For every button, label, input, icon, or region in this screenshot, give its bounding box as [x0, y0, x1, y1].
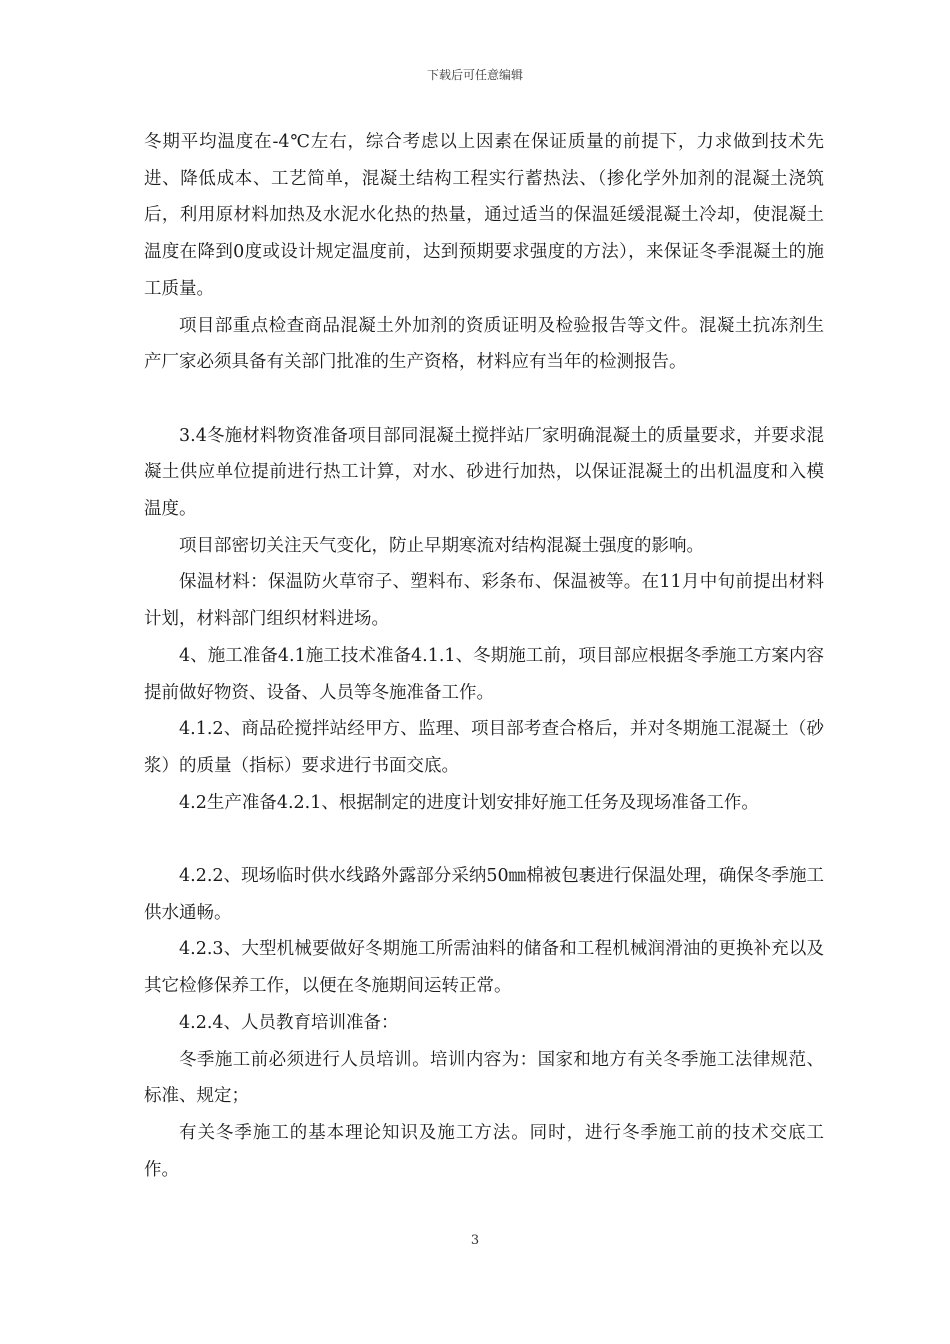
document-body	[144, 124, 824, 1188]
paragraph: 4.2生产准备4.2.1、根据制定的进度计划安排好施工任务及现场准备工作。	[179, 792, 759, 813]
page-header: 下载后可任意编辑	[426, 68, 523, 82]
paragraph: 保温材料：保温防火草帘子、塑料布、彩条布、保温被等。在11月中旬前提出材料计划，材料部门组织材料进场。	[144, 572, 824, 630]
paragraph: 4.2.3、大型机械要做好冬期施工所需油料的储备和工程机械润滑油的更换补充以及其它检修保养工作，以便在冬施期间运转正常。	[144, 939, 824, 997]
paragraph: 冬期平均温度在-4℃左右，综合考虑以上因素在保证质量的前提下，力求做到技术先进、降低成本、工艺简单，混凝土结构工程实行蓄热法、（掺化学外加剂的混凝土浇筑后，利用原材料加热及水泥水化热的热量，通过适当的保温延缓混凝土冷却，使混凝土温度在降到0度或设计规定温度前，达到预期要求强度的方法），来保证冬季混凝土的施工质量。	[144, 132, 824, 299]
page-number: 3	[470, 1233, 480, 1248]
paragraph: 4、施工准备4.1施工技术准备4.1.1、冬期施工前，项目部应根据冬季施工方案内容提前做好物资、设备、人员等冬施准备工作。	[144, 645, 824, 703]
paragraph: 4.1.2、商品砼搅拌站经甲方、监理、项目部考查合格后，并对冬期施工混凝土（砂浆）的质量（指标）要求进行书面交底。	[144, 719, 824, 776]
paragraph: 4.2.4、人员教育培训准备：	[179, 1012, 399, 1033]
paragraph-gap	[144, 381, 824, 418]
paragraph-gap	[144, 821, 824, 858]
paragraph: 有关冬季施工的基本理论知识及施工方法。同时，进行冬季施工前的技术交底工作。	[144, 1122, 824, 1180]
paragraph: 项目部重点检查商品混凝土外加剂的资质证明及检验报告等文件。混凝土抗冻剂生产厂家必须具备有关部门批准的生产资格，材料应有当年的检测报告。	[144, 315, 824, 373]
paragraph: 冬季施工前必须进行人员培训。培训内容为：国家和地方有关冬季施工法律规范、标准、规定；	[144, 1049, 824, 1107]
paragraph: 3.4冬施材料物资准备项目部同混凝土搅拌站厂家明确混凝土的质量要求，并要求混凝土供应单位提前进行热工计算，对水、砂进行加热，以保证混凝土的出机温度和入模温度。	[144, 425, 824, 520]
paragraph: 项目部密切关注天气变化，防止早期寒流对结构混凝土强度的影响。	[179, 535, 704, 556]
paragraph: 4.2.2、现场临时供水线路外露部分采纳50㎜棉被包裹进行保温处理，确保冬季施工供水通畅。	[144, 866, 824, 923]
